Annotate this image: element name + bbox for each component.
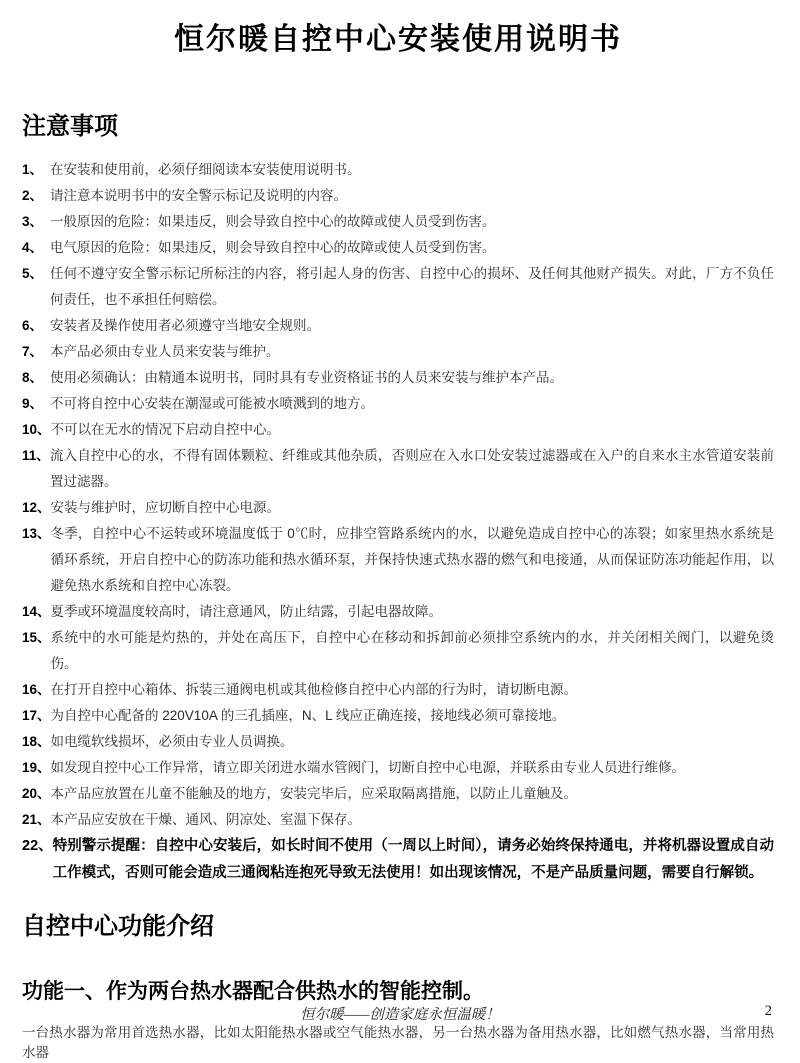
item-text: 在打开自控中心箱体、拆装三通阀电机或其他检修自控中心内部的行为时，请切断电源。 <box>50 682 578 697</box>
item-number: 5、 <box>22 266 44 281</box>
item-text: 本产品必须由专业人员来安装与维护。 <box>50 344 280 359</box>
item-number: 12、 <box>22 500 51 515</box>
list-item <box>22 495 774 521</box>
list-item <box>22 417 774 443</box>
list-item <box>22 313 774 339</box>
item-text: 安装与维护时，应切断自控中心电源。 <box>50 500 281 515</box>
list-item <box>22 599 774 625</box>
list-item <box>22 209 774 235</box>
page-footer <box>0 1003 800 1025</box>
item-number: 16、 <box>22 682 51 697</box>
item-number: 7、 <box>22 344 44 359</box>
item-number: 8、 <box>22 370 44 385</box>
item-text: 任何不遵守安全警示标记所标注的内容，将引起人身的伤害、自控中心的损坏、及任何其他财产损失。对此，厂方不负任何责任，也不承担任何赔偿。 <box>50 266 774 307</box>
item-number: 1、 <box>22 162 44 177</box>
list-item <box>22 807 774 833</box>
list-item <box>22 703 774 729</box>
page-number: 2 <box>764 1003 772 1019</box>
item-number: 9、 <box>22 396 44 411</box>
item-number: 20、 <box>22 786 51 801</box>
list-item <box>22 183 774 209</box>
item-text: 冬季，自控中心不运转或环境温度低于 0℃时，应排空管路系统内的水，以避免造成自控中心的冻裂；如家里热水系统是循环系统，开启自控中心的防冻功能和热水循环泵，并保持快速式热水器的燃气和电接通，从而保证防冻功能起作用，以避免热水系统和自控中心冻裂。 <box>50 526 774 593</box>
list-item <box>22 625 774 677</box>
item-number: 15、 <box>22 630 51 645</box>
precautions-heading: 注意事项 <box>22 113 118 140</box>
list-item <box>22 391 774 417</box>
page-title: 恒尔暖自控中心安装使用说明书 <box>174 23 622 56</box>
item-number: 11、 <box>22 448 50 463</box>
item-text: 本产品应放置在儿童不能触及的地方，安装完毕后，应采取隔离措施，以防止儿童触及。 <box>50 786 578 801</box>
item-text: 电气原因的危险：如果违反，则会导致自控中心的故障或使人员受到伤害。 <box>50 240 496 255</box>
item-number: 13、 <box>22 526 51 541</box>
item-text: 请注意本说明书中的安全警示标记及说明的内容。 <box>50 188 347 203</box>
item-number: 6、 <box>22 318 44 333</box>
function-one-heading: 功能一、作为两台热水器配合供热水的智能控制。 <box>22 980 484 1003</box>
item-text: 流入自控中心的水，不得有固体颗粒、纤维或其他杂质，否则应在入水口处安装过滤器或在入户的自来水主水管道安装前置过滤器。 <box>50 448 774 489</box>
list-item <box>22 339 774 365</box>
item-text: 安装者及操作使用者必须遵守当地安全规则。 <box>50 318 320 333</box>
list-item <box>22 677 774 703</box>
item-text: 系统中的水可能是灼热的，并处在高压下，自控中心在移动和拆卸前必须排空系统内的水，并关闭相关阀门，以避免烫伤。 <box>50 630 774 671</box>
list-item <box>22 521 774 599</box>
item-text: 特别警示提醒：自控中心安装后，如长时间不使用（一周以上时间），请务必始终保持通电，并将机器设置成自动工作模式，否则可能会造成三通阀粘连抱死导致无法使用！如出现该情况，不是产品质量问题，需要自行解锁。 <box>52 838 774 881</box>
item-text: 不可将自控中心安装在潮湿或可能被水喷溅到的地方。 <box>50 396 374 411</box>
list-item <box>22 443 774 495</box>
list-item <box>22 755 774 781</box>
footer-slogan: 恒尔暖——创造家庭永恒温暖！ <box>300 1007 500 1023</box>
precautions-list <box>22 157 774 887</box>
list-item <box>22 365 774 391</box>
item-text: 如发现自控中心工作异常，请立即关闭进水端水管阀门，切断自控中心电源，并联系由专业人员进行维修。 <box>50 760 686 775</box>
list-item <box>22 781 774 807</box>
list-item-warning <box>22 833 774 887</box>
item-number: 22、 <box>22 838 53 854</box>
item-text: 本产品应安放在干燥、通风、阴凉处、室温下保存。 <box>50 812 362 827</box>
item-text: 为自控中心配备的 220V10A 的三孔插座，N、L 线应正确连接，接地线必须可靠接地。 <box>50 708 566 723</box>
functions-heading: 自控中心功能介绍 <box>22 913 214 940</box>
item-text: 一般原因的危险：如果违反，则会导致自控中心的故障或使人员受到伤害。 <box>50 214 496 229</box>
item-number: 18、 <box>22 734 51 749</box>
list-item <box>22 235 774 261</box>
item-number: 17、 <box>22 708 51 723</box>
item-number: 10、 <box>22 422 51 437</box>
item-text: 在安装和使用前，必须仔细阅读本安装使用说明书。 <box>50 162 361 177</box>
list-item <box>22 261 774 313</box>
item-number: 2、 <box>22 188 44 203</box>
item-number: 4、 <box>22 240 44 255</box>
item-text: 夏季或环境温度较高时，请注意通风，防止结露，引起电器故障。 <box>50 604 443 619</box>
function-one-paragraph: 一台热水器为常用首选热水器，比如太阳能热水器或空气能热水器，另一台热水器为备用热水器，比如燃气热水器，当常用热水器 <box>22 1025 774 1060</box>
item-text: 如电缆软线损坏，必须由专业人员调换。 <box>50 734 294 749</box>
list-item <box>22 157 774 183</box>
item-text: 使用必须确认：由精通本说明书，同时具有专业资格证书的人员来安装与维护本产品。 <box>50 370 563 385</box>
item-number: 14、 <box>22 604 51 619</box>
item-number: 3、 <box>22 214 44 229</box>
item-number: 19、 <box>22 760 51 775</box>
item-text: 不可以在无水的情况下启动自控中心。 <box>50 422 281 437</box>
list-item <box>22 729 774 755</box>
item-number: 21、 <box>22 812 51 827</box>
